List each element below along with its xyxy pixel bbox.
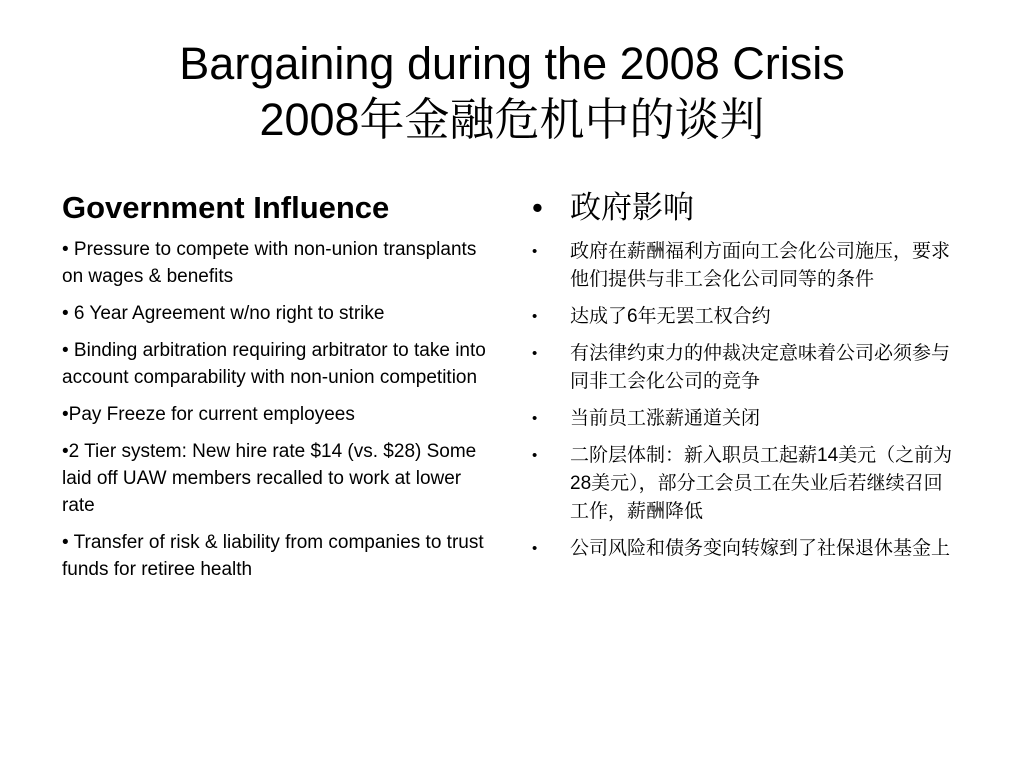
bullet-marker: •: [532, 345, 538, 362]
chinese-bullet-item: [532, 238, 972, 294]
english-bullet-item: • Pressure to compete with non-union transplants on wages & benefits: [62, 239, 477, 287]
chinese-heading: [532, 188, 972, 228]
chinese-bullet-list: [532, 238, 972, 563]
english-heading: Government Influence: [62, 190, 390, 225]
chinese-bullet-item: [532, 405, 972, 433]
slide-title-english: Bargaining during the 2008 Crisis: [179, 38, 845, 89]
chinese-heading-text: 政府影响: [570, 190, 694, 225]
english-bullet-item: • Binding arbitration requiring arbitrator to take into account comparability with non-union competition: [62, 340, 486, 388]
english-bullet-item: •2 Tier system: New hire rate $14 (vs. $28) Some laid off UAW members recalled to work at lower rate: [62, 441, 477, 516]
bullet-marker: •: [532, 540, 538, 557]
english-bullet-item: •Pay Freeze for current employees: [62, 404, 355, 425]
chinese-bullet-item: [532, 303, 972, 331]
bullet-marker: •: [532, 308, 538, 325]
chinese-bullet-text: 政府在薪酬福利方面向工会化公司施压，要求他们提供与非工会化公司同等的条件: [570, 241, 951, 290]
bullet-marker: •: [532, 447, 538, 464]
chinese-bullet-text: 二阶层体制：新入职员工起薪14美元（之前为28美元），部分工会员工在失业后若继续召回工作，薪酬降低: [570, 445, 953, 522]
chinese-bullet-text: 有法律约束力的仲裁决定意味着公司必须参与同非工会化公司的竞争: [570, 343, 951, 392]
english-column: [62, 188, 492, 593]
chinese-bullet-item: [532, 535, 972, 563]
chinese-bullet-text: 公司风险和债务变向转嫁到了社保退休基金上: [570, 538, 951, 559]
chinese-bullet-item: [532, 442, 972, 526]
english-bullet-list: [62, 236, 492, 583]
bullet-marker: •: [532, 410, 538, 427]
chinese-bullet-text: 达成了6年无罢工权合约: [570, 306, 771, 327]
english-bullet-item: • Transfer of risk & liability from companies to trust funds for retiree health: [62, 532, 484, 580]
bullet-marker: •: [532, 243, 538, 260]
chinese-bullet-text: 当前员工涨薪通道关闭: [570, 408, 761, 429]
english-bullet-item: • 6 Year Agreement w/no right to strike: [62, 303, 385, 324]
slide-title: [0, 36, 1024, 148]
chinese-bullet-item: [532, 340, 972, 396]
slide-title-chinese: 2008年金融危机中的谈判: [259, 94, 765, 145]
chinese-column: [532, 188, 972, 572]
bullet-marker: •: [532, 190, 543, 225]
